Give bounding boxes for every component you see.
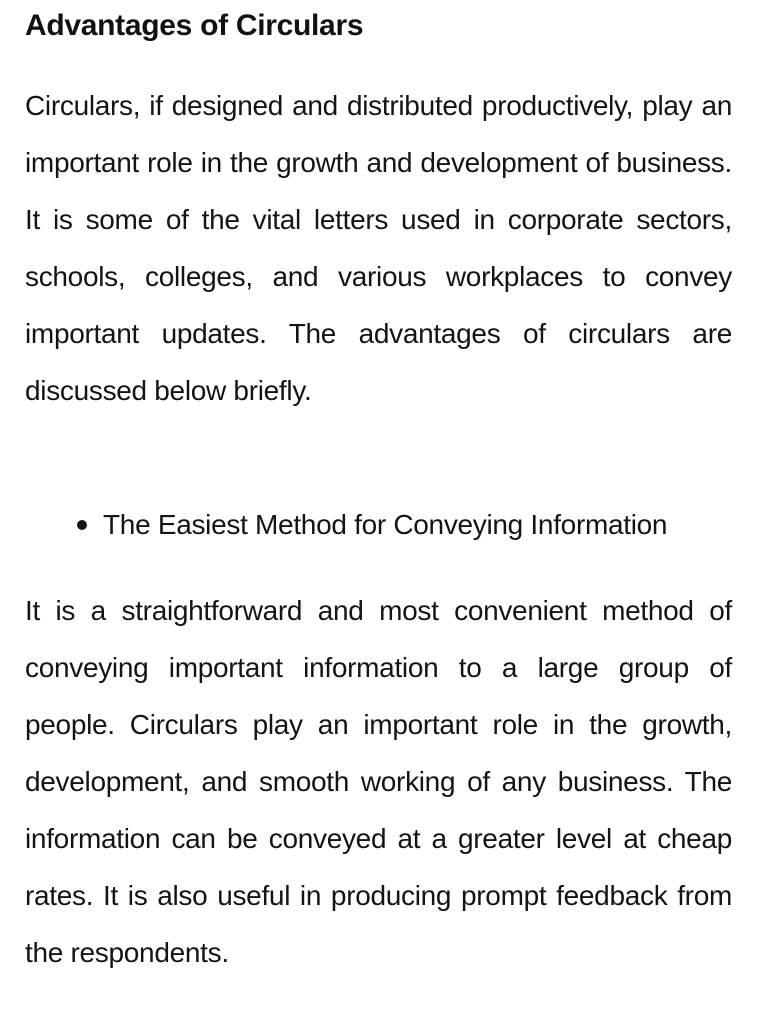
- bullet-icon: [77, 520, 87, 530]
- list-item-label: The Easiest Method for Conveying Information: [103, 509, 668, 540]
- intro-paragraph: Circulars, if designed and distributed productively, play an important role in the growth and development of business. It is some of the vital letters used in corporate sectors, schools, colleges, and various workplaces to convey important updates. The advantages of circulars are discussed below briefly.: [25, 90, 732, 406]
- advantages-list: [25, 505, 732, 545]
- detail-paragraph: It is a straightforward and most convenient method of conveying important information to a large group of people. Circulars play an important role in the growth, development, and smooth working of any business. The information can be conveyed at a greater level at cheap rates. It is also useful in producing prompt feedback from the respondents.: [25, 595, 732, 968]
- list-item: [77, 505, 732, 545]
- page-title: Advantages of Circulars: [25, 9, 364, 42]
